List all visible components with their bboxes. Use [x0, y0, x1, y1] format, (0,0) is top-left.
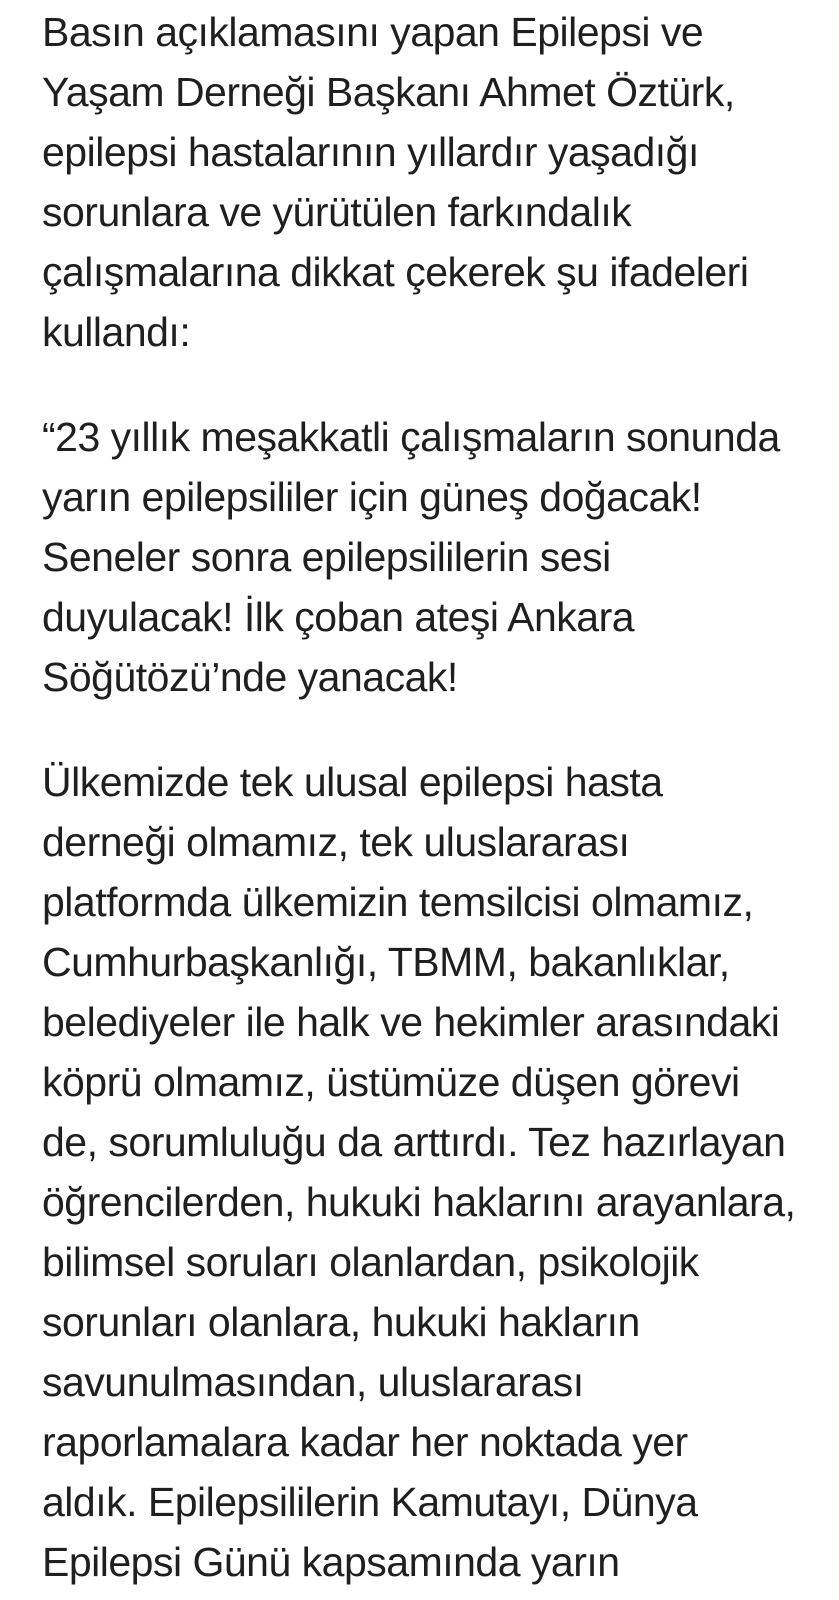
- text-line: duyulacak! İlk çoban ateşi Ankara: [42, 594, 635, 640]
- text-line: de, sorumluluğu da arttırdı. Tez hazırlayan: [42, 1119, 786, 1165]
- text-line: raporlamalara kadar her noktada yer: [42, 1419, 688, 1465]
- text-line: Ülkemizde tek ulusal epilepsi hasta: [42, 759, 663, 805]
- text-line: çalışmalarına dikkat çekerek şu ifadeleri: [42, 249, 749, 295]
- paragraph: [42, 407, 809, 707]
- text-line: Cumhurbaşkanlığı, TBMM, bakanlıklar,: [42, 939, 730, 985]
- text-line: savunulmasından, uluslararası: [42, 1359, 584, 1405]
- text-line: Basın açıklamasını yapan Epilepsi ve: [42, 9, 704, 55]
- text-line: platformda ülkemizin temsilcisi olmamız,: [42, 879, 754, 925]
- text-line: Epilepsi Günü kapsamında yarın: [42, 1539, 620, 1585]
- paragraph: [42, 752, 809, 1592]
- text-line: sorunlara ve yürütülen farkındalık: [42, 189, 632, 235]
- text-line: köprü olmamız, üstümüze düşen görevi: [42, 1059, 740, 1105]
- text-line: belediyeler ile halk ve hekimler arasındaki: [42, 999, 780, 1045]
- text-line: “23 yıllık meşakkatli çalışmaların sonunda: [42, 414, 780, 460]
- text-line: öğrencilerden, hukuki haklarını arayanlara,: [42, 1179, 796, 1225]
- text-line: derneği olmamız, tek uluslararası: [42, 819, 630, 865]
- text-line: Yaşam Derneği Başkanı Ahmet Öztürk,: [42, 69, 735, 115]
- text-line: bilimsel soruları olanlardan, psikolojik: [42, 1239, 699, 1285]
- text-line: epilepsi hastalarının yıllardır yaşadığı: [42, 129, 699, 175]
- text-line: Söğütözü’nde yanacak!: [42, 654, 458, 700]
- text-line: Seneler sonra epilepsililerin sesi: [42, 534, 611, 580]
- text-line: sorunları olanlara, hukuki hakların: [42, 1299, 640, 1345]
- text-line: aldık. Epilepsililerin Kamutayı, Dünya: [42, 1479, 698, 1525]
- text-line: kullandı:: [42, 309, 191, 355]
- paragraph: [42, 2, 809, 362]
- text-line: yarın epilepsililer için güneş doğacak!: [42, 474, 702, 520]
